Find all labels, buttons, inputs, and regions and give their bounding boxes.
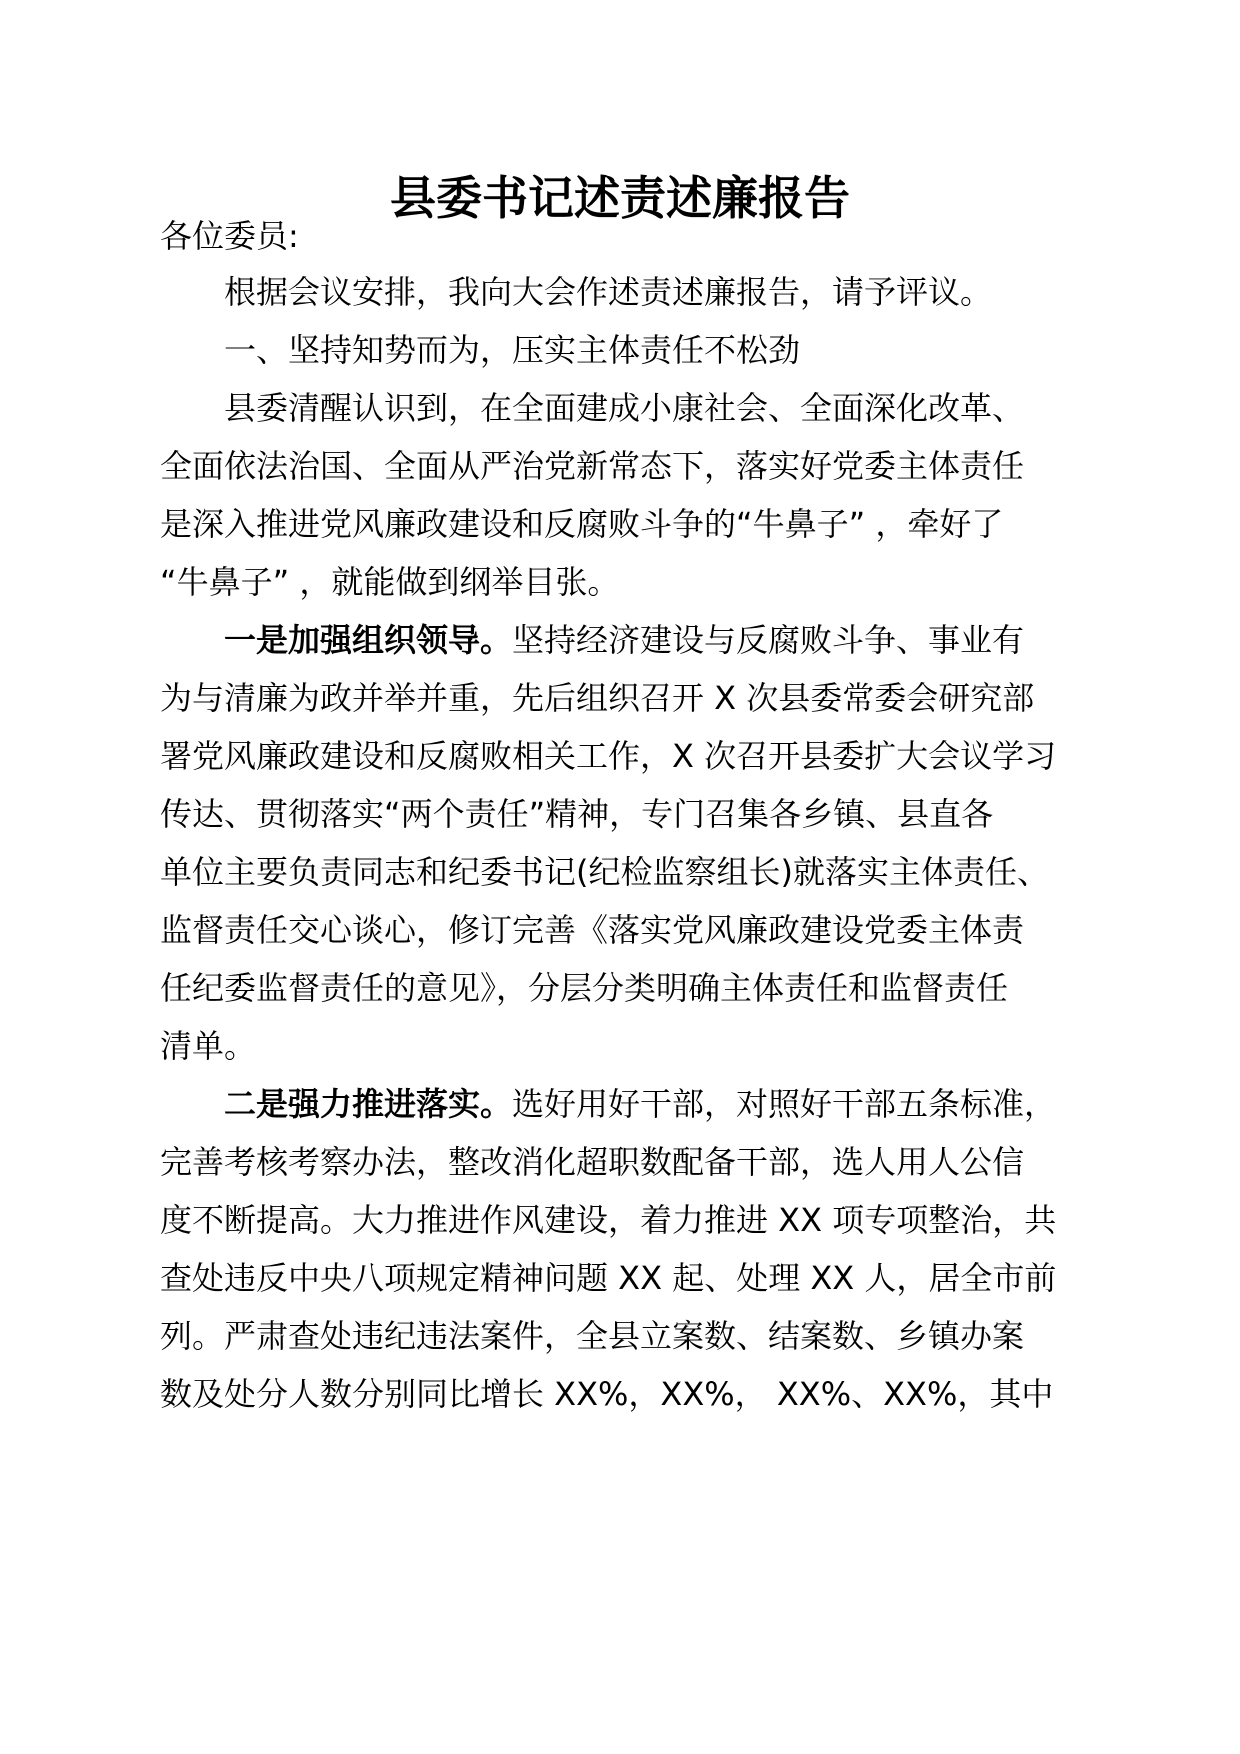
salutation: 各位委员: [160,217,299,255]
paragraph-line: 署党风廉政建设和反腐败相关工作，X 次召开县委扩大会议学习 [160,737,1057,775]
bold-lead: 二是强力推进落实。 [224,1085,513,1123]
paragraph-line: 根据会议安排，我向大会作述责述廉报告，请予评议。 [224,273,993,311]
paragraph-line: 列。严肃查处违纪违法案件，全县立案数、结案数、乡镇办案 [160,1317,1025,1355]
paragraph-line: 完善考核考察办法，整改消化超职数配备干部，选人用人公信 [160,1143,1025,1181]
paragraph-line: 县委清醒认识到，在全面建成小康社会、全面深化改革、 [224,389,1025,427]
paragraph-line: “牛鼻子” ，就能做到纲举目张。 [160,563,620,601]
paragraph-line: 监督责任交心谈心，修订完善《落实党风廉政建设党委主体责 [160,911,1025,949]
paragraph-line: 查处违反中央八项规定精神问题 XX 起、处理 XX 人，居全市前 [160,1259,1057,1297]
paragraph-line: 清单。 [160,1027,257,1065]
paragraph-line: 是深入推进党风廉政建设和反腐败斗争的“牛鼻子” ，牵好了 [160,505,1004,543]
paragraph-line: 一是加强组织领导。坚持经济建设与反腐败斗争、事业有 [224,621,1025,659]
paragraph-line: 二是强力推进落实。选好用好干部，对照好干部五条标准， [224,1085,1057,1123]
paragraph-line: 任纪委监督责任的意见》，分层分类明确主体责任和监督责任 [160,969,1009,1007]
document-title: 县委书记述责述廉报告 [390,171,850,225]
section-heading: 一、坚持知势而为，压实主体责任不松劲 [224,331,801,369]
paragraph-line: 数及处分人数分别同比增长 XX%，XX%， XX%、XX%，其中 [160,1375,1054,1413]
paragraph-line: 为与清廉为政并举并重，先后组织召开 X 次县委常委会研究部 [160,679,1035,717]
paragraph-line: 单位主要负责同志和纪委书记(纪检监察组长)就落实主体责任、 [160,853,1049,891]
paragraph-line: 度不断提高。大力推进作风建设，着力推进 XX 项专项整治，共 [160,1201,1057,1239]
bold-lead: 一是加强组织领导。 [224,621,513,659]
paragraph-line: 全面依法治国、全面从严治党新常态下，落实好党委主体责任 [160,447,1025,485]
paragraph-line: 传达、贯彻落实“两个责任”精神，专门召集各乡镇、县直各 [160,795,994,833]
